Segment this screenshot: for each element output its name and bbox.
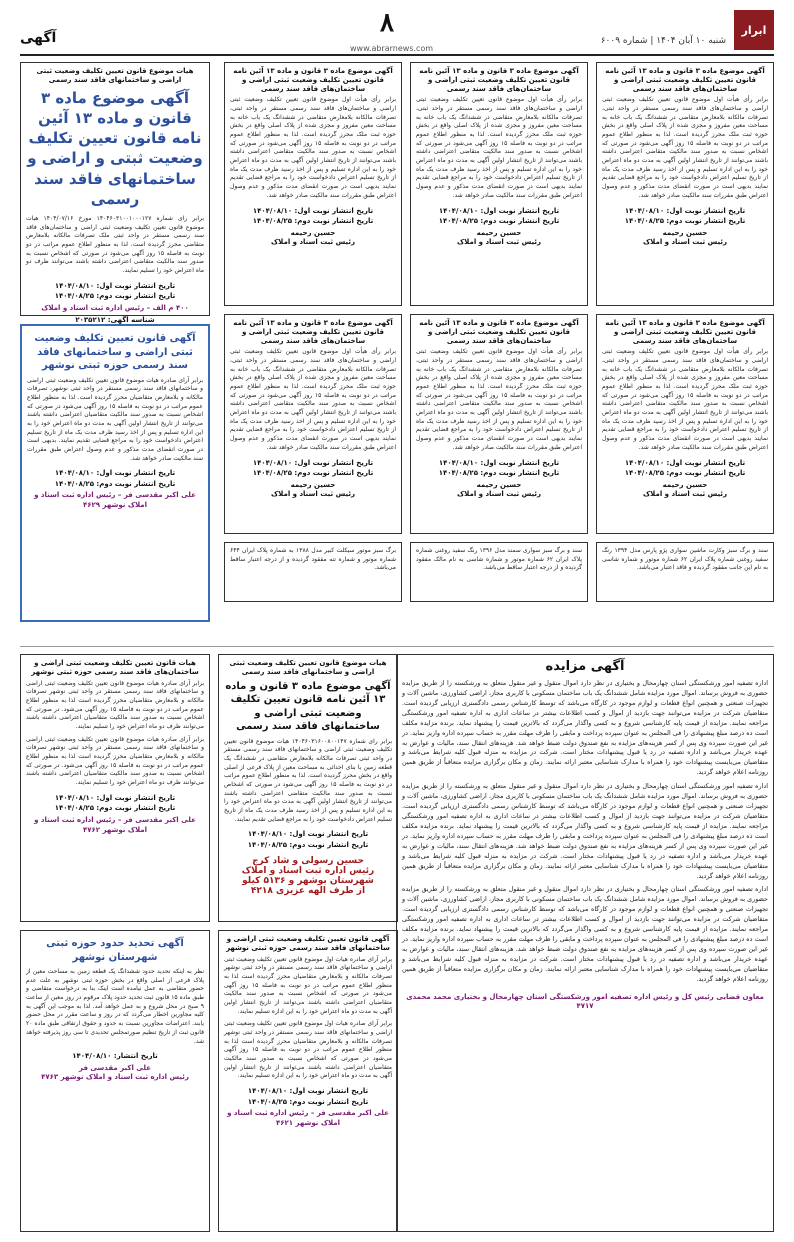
ad-title: آگهی تحدید حدود حوزه ثبتی شهرستان نوشهر	[46, 938, 184, 963]
ad-date-first: تاریخ انتشار نوبت اول: ۱۴۰۴/۰۸/۱۰	[54, 281, 176, 290]
ad-date-first: تاریخ انتشار نوبت اول: ۱۴۰۴/۰۸/۱۰	[624, 458, 746, 467]
ad-body-continued: برابر آرای صادره هیات موضوع قانون تعیین تکلیف وضعیت ثبتی اراضی و ساختمانهای فاقد سند رسمی مستقر در واحد ثبتی نوشهر تصرفات مالکانه و بلامعارض متقاضیان محرز گردیده است لذا به منظور اطلاع عموم مراتب در دو نوبت به فاصله ۱۵ روز آگهی می‌شود. در صورتی که اشخاص نسبت به صدور سند مالکیت متقاضیان اعتراضی داشته باشند می‌توانند ظرف دو ماه اعتراض خود را تسلیم نمایند.	[26, 735, 204, 787]
ad-body: برابر رای شماره ۱۴۰۴۶۰۳۱۰۰۱۰۰۰۱۲۷ مورخ ۱۴۰۴/۰۷/۱۶ هیات موضوع قانون تعیین تکلیف وضعیت ثبتی اراضی و ساختمان‌های فاقد سند رسمی مستقر در واحد ثبتی ملک تصرفات مالکانه بلامعارض متقاضی محرز گردیده است. لذا به منظور اطلاع عموم مراتب در دو نوبت به فاصله ۱۵ روز آگهی می‌شود در صورتی که اشخاص نسبت به صدور سند مالکیت متقاضی اعتراضی داشته باشند می‌توانند ظرف دو ماه اعتراض خود را تسلیم نمایند.	[26, 215, 205, 275]
ad-date-first: تاریخ انتشار نوبت اول: ۱۴۰۴/۰۸/۱۰	[252, 458, 374, 467]
ad-body: برابر رأی هیأت اول موضوع قانون تعیین تکلیف وضعیت ثبتی اراضی و ساختمان‌های فاقد سند رسمی مستقر در واحد ثبتی، تصرفات مالکانه بلامعارض متقاضی در ششدانگ یک باب خانه به مساحت معین مفروز و مجزی شده از پلاک اصلی واقع در بخش حوزه ثبت ملک محرز گردیده است. لذا به منظور اطلاع عموم مراتب در دو نوبت به فاصله ۱۵ روز آگهی می‌شود در صورتی که اشخاص نسبت به صدور سند مالکیت متقاضی اعتراضی داشته باشند می‌توانند از تاریخ انتشار اولین آگهی به مدت دو ماه اعتراض خود را به این اداره تسلیم و پس از اخذ رسید ظرف مدت یک ماه از تاریخ تسلیم اعتراض دادخواست خود را به مراجع قضایی تقدیم نمایند بدیهی است در صورت انقضای مدت مذکور و عدم وصول اعتراض طبق مقررات سند مالکیت صادر خواهد شد.	[602, 96, 768, 199]
ad-signer-title: رئیس ثبت اسناد و املاک	[643, 238, 727, 247]
ad-footer: رئیس اداره ثبت اسناد و املاک نوشهر ۴۷۶۳	[41, 1073, 189, 1082]
ad-body-continued: برابر آرای صادره هیات اول موضوع قانون تعیین تکلیف وضعیت ثبتی اراضی و ساختمانهای فاقد سند رسمی مستقر در واحد ثبتی نوشهر تصرفات مالکانه و بلامعارض متقاضیان محرز گردیده است لذا به منظور اطلاع عموم مراتب در دو نوبت به فاصله ۱۵ روز آگهی می‌شود در صورتی که اشخاص نسبت به صدور سند مالکیت متقاضیان اعتراضی داشته باشند می‌توانند از تاریخ انتشار اولین آگهی به مدت دو ماه اعتراض خود را به این اداره تسلیم نمایند.	[224, 1020, 392, 1080]
boundary-survey-ad	[20, 930, 210, 1232]
ad-heading: هیات قانون تعیین تکلیف وضعیت ثبتی اراضی و ساختمان‌های فاقد سند رسمی حوزه ثبتی نوشهر	[31, 659, 199, 676]
issue-date: شنبه ۱۰ آبان ۱۴۰۴ | شماره ۶۰۰۹	[600, 36, 726, 46]
ad-date: تاریخ انتشار: ۱۴۰۴/۰۸/۱۰	[72, 1052, 158, 1061]
ad-date-second: تاریخ انتشار نوبت دوم: ۱۴۰۴/۰۸/۲۵	[247, 1097, 369, 1106]
ad-code: شناسه آگهی: ۲۰۳۵۲۱۲	[75, 315, 155, 324]
ad-footer: علی اکبر مقدسی فر – رئیس اداره ثبت اسناد و املاک نوشهر ۴۷۶۲	[34, 815, 196, 834]
ad-signer: حسین رحیمه	[662, 480, 708, 489]
nowshahr-registry-ad	[20, 324, 210, 622]
ad-body: سند و برگ سبز وکارت ماشین سواری پژو پارس مدل ۱۳۹۴ رنگ سفید روغنی شماره پلاک ایران ۶۲ شماره موتور و شماره شاسی به نام این جانب مفقود گردیده و فاقد اعتبار می‌باشد.	[602, 547, 768, 572]
ad-date-first: تاریخ انتشار نوبت اول: ۱۴۰۴/۰۸/۱۰	[438, 206, 560, 215]
ad-body: اداره تصفیه امور ورشکستگی استان چهارمحال و بختیاری در نظر دارد اموال منقول و غیر منقول متعلق به ورشکسته را از طریق مزایده حضوری به فروش برساند. اموال مورد مزایده شامل ششدانگ یک باب ساختمان مسکونی با کاربری مجاز، اراضی کشاورزی، ماشین آلات و تجهیزات صنعتی و همچنین انواع قطعات و لوازم موجود در کارگاه می‌باشد که توسط کارشناس رسمی دادگستری ارزیابی گردیده است. متقاضیان شرکت در مزایده می‌توانند جهت بازدید از اموال و کسب اطلاعات بیشتر در ساعات اداری به اداره تصفیه امور ورشکستگی مراجعه نمایند. مزایده از قیمت پایه کارشناسی شروع و به کسی واگذار می‌گردد که بالاترین قیمت را پیشنهاد نماید. برنده مزایده مکلف است ده درصد مبلغ پیشنهادی را فی المجلس به عنوان سپرده پرداخت و مابقی را ظرف مهلت مقرر به حساب سپرده اداره واریز نماید. در غیر این صورت سپرده وی پس از کسر هزینه‌های مزایده به نفع صندوق دولت ضبط خواهد شد. هزینه‌های انتقال سند، مالیات و عوارض به عهده خریدار می‌باشد و اداره تصفیه در رد یا قبول پیشنهادات مختار است. شرکت در مزایده به منزله قبول کلیه شرایط می‌باشد و متقاضیان می‌بایست پیشنهادات خود را همراه با مدارک شناسایی معتبر ارائه نمایند. زمان و مکان برگزاری مزایده متعاقباً از طریق همین روزنامه اعلام خواهد گردید.	[402, 679, 768, 777]
ad-date-first: تاریخ انتشار نوبت اول: ۱۴۰۴/۰۸/۱۰	[54, 793, 176, 802]
ad-signer-title: رئیس ثبت اسناد و املاک	[643, 490, 727, 499]
ad-heading: آگهی موضوع ماده ۳ قانون و ماده ۱۳ آئین نامه قانون تعیین تکلیف وضعیت ثبتی اراضی و ساختمان‌های فاقد سند رسمی	[419, 319, 579, 345]
ad-signer: حسین رسولی و شاد کرج	[252, 856, 364, 867]
ad-date-first: تاریخ انتشار نوبت اول: ۱۴۰۴/۰۸/۱۰	[54, 469, 176, 478]
lost-document-ad-1	[596, 542, 774, 602]
registry-ad-6	[224, 314, 402, 534]
registry-ad-4	[596, 314, 774, 534]
ad-title: آگهی موضوع ماده ۳ قانون و ماده ۱۳ آئین نامه قانون تعیین تکلیف وضعیت ثبتی اراضی و ساختمانهای فاقد سند رسمی	[225, 680, 391, 732]
ad-body-continued: اداره تصفیه امور ورشکستگی استان چهارمحال و بختیاری در نظر دارد اموال منقول و غیر منقول متعلق به ورشکسته را از طریق مزایده حضوری به فروش برساند. اموال مورد مزایده شامل ششدانگ یک باب ساختمان مسکونی با کاربری مجاز، اراضی کشاورزی، ماشین آلات و تجهیزات صنعتی و همچنین انواع قطعات و لوازم موجود در کارگاه می‌باشد که توسط کارشناس رسمی دادگستری ارزیابی گردیده است. متقاضیان شرکت در مزایده می‌توانند جهت بازدید از اموال و کسب اطلاعات بیشتر در ساعات اداری به اداره تصفیه امور ورشکستگی مراجعه نمایند. مزایده از قیمت پایه کارشناسی شروع و به کسی واگذار می‌گردد که بالاترین قیمت را پیشنهاد نماید. برنده مزایده مکلف است ده درصد مبلغ پیشنهادی را فی المجلس به عنوان سپرده پرداخت و مابقی را ظرف مهلت مقرر به حساب سپرده اداره واریز نماید. در غیر این صورت سپرده وی پس از کسر هزینه‌های مزایده به نفع صندوق دولت ضبط خواهد شد. هزینه‌های انتقال سند، مالیات و عوارض به عهده خریدار می‌باشد و اداره تصفیه در رد یا قبول پیشنهادات مختار است. شرکت در مزایده به منزله قبول کلیه شرایط می‌باشد و متقاضیان می‌بایست پیشنهادات خود را همراه با مدارک شناسایی معتبر ارائه نمایند. زمان و مکان برگزاری مزایده متعاقباً از طریق همین روزنامه اعلام خواهد گردید.	[402, 782, 768, 880]
ad-body: برابر رأی هیأت اول موضوع قانون تعیین تکلیف وضعیت ثبتی اراضی و ساختمان‌های فاقد سند رسمی مستقر در واحد ثبتی، تصرفات مالکانه بلامعارض متقاضی در ششدانگ یک باب خانه به مساحت معین مفروز و مجزی شده از پلاک اصلی واقع در بخش حوزه ثبت ملک محرز گردیده است. لذا به منظور اطلاع عموم مراتب در دو نوبت به فاصله ۱۵ روز آگهی می‌شود در صورتی که اشخاص نسبت به صدور سند مالکیت متقاضی اعتراضی داشته باشند می‌توانند از تاریخ انتشار اولین آگهی به مدت دو ماه اعتراض خود را به این اداره تسلیم و پس از اخذ رسید ظرف مدت یک ماه از تاریخ تسلیم اعتراض دادخواست خود را به مراجع قضایی تقدیم نمایند بدیهی است در صورت انقضای مدت مذکور و عدم وصول اعتراض طبق مقررات سند مالکیت صادر خواهد شد.	[230, 96, 396, 199]
page-number: ۸	[380, 8, 394, 38]
ad-signer: حسین رحیمه	[290, 480, 336, 489]
registry-ad-1	[596, 62, 774, 306]
ad-title: آگهی مزایده	[545, 659, 625, 674]
ad-body: نظر به اینکه تحدید حدود ششدانگ یک قطعه زمین به مساحت معین از پلاک فرعی از اصلی واقع در بخش حوزه ثبتی نوشهر به علت عدم حضور متقاضی به عمل نیامده است اینک بنا به درخواست متقاضی و طبق ماده ۱۵ قانون ثبت تحدید حدود پلاک مرقوم در روز معین از ساعت ۹ صبح در محل شروع و به عمل خواهد آمد. لذا به موجب این آگهی به کلیه مجاورین اخطار می‌گردد که در روز و ساعت مقرر در محل حضور یابند. اعتراضات مجاورین نسبت به حدود و حقوق ارتفاقی طبق ماده ۲۰ قانون ثبت از تاریخ تنظیم صورتمجلس تحدیدی تا سی روز پذیرفته خواهد شد.	[26, 968, 205, 1045]
auction-ad	[396, 654, 774, 1232]
left-nowshahr-ad	[20, 654, 210, 922]
ad-signer: حسین رحیمه	[476, 480, 522, 489]
ad-title: آگهی قانون تعیین تکلیف وضعیت ثبتی اراضی و ساختمانهای فاقد سند رسمی حوزه ثبتی نوشهر	[34, 333, 196, 371]
ad-date-second: تاریخ انتشار نوبت دوم: ۱۴۰۴/۰۸/۲۵	[624, 469, 746, 477]
ad-date-second: تاریخ انتشار نوبت دوم: ۱۴۰۴/۰۸/۲۵	[54, 292, 176, 301]
ad-date-second: تاریخ انتشار نوبت دوم: ۱۴۰۴/۰۸/۲۵	[247, 840, 369, 849]
center-registry-ad	[218, 654, 398, 922]
site-url[interactable]: www.abrarnews.com	[350, 44, 434, 53]
ad-heading: آگهی موضوع ماده ۳ قانون و ماده ۱۳ آئین نامه قانون تعیین تکلیف وضعیت ثبتی اراضی و ساختمان‌های فاقد سند رسمی	[233, 67, 393, 93]
ad-date-second: تاریخ انتشار نوبت دوم: ۱۴۰۴/۰۸/۲۵	[54, 479, 176, 488]
ad-signer-title: رئیس ثبت اسناد و املاک	[457, 238, 541, 247]
ad-body: برابر رأی هیأت اول موضوع قانون تعیین تکلیف وضعیت ثبتی اراضی و ساختمان‌های فاقد سند رسمی مستقر در واحد ثبتی، تصرفات مالکانه بلامعارض متقاضی در ششدانگ یک باب خانه به مساحت معین مفروز و مجزی شده از پلاک اصلی واقع در بخش حوزه ثبت ملک محرز گردیده است. لذا به منظور اطلاع عموم مراتب در دو نوبت به فاصله ۱۵ روز آگهی می‌شود در صورتی که اشخاص نسبت به صدور سند مالکیت متقاضی اعتراضی داشته باشند می‌توانند از تاریخ انتشار اولین آگهی به مدت دو ماه اعتراض خود را به این اداره تسلیم و پس از اخذ رسید ظرف مدت یک ماه از تاریخ تسلیم اعتراض دادخواست خود را به مراجع قضایی تقدیم نمایند بدیهی است در صورت انقضای مدت مذکور و عدم وصول اعتراض طبق مقررات سند مالکیت صادر خواهد شد.	[416, 96, 582, 199]
ad-signer-title: رئیس ثبت اسناد و املاک	[271, 238, 355, 247]
ad-heading: هیات موضوع قانون تعیین تکلیف وضعیت ثبتی اراضی و ساختمانهای فاقد سند رسمی	[229, 659, 387, 676]
ad-body: برابر رأی هیأت اول موضوع قانون تعیین تکلیف وضعیت ثبتی اراضی و ساختمان‌های فاقد سند رسمی مستقر در واحد ثبتی، تصرفات مالکانه بلامعارض متقاضی در ششدانگ یک باب خانه به مساحت معین مفروز و مجزی شده از پلاک اصلی واقع در بخش حوزه ثبت ملک محرز گردیده است. لذا به منظور اطلاع عموم مراتب در دو نوبت به فاصله ۱۵ روز آگهی می‌شود در صورتی که اشخاص نسبت به صدور سند مالکیت متقاضی اعتراضی داشته باشند می‌توانند از تاریخ انتشار اولین آگهی به مدت دو ماه اعتراض خود را به این اداره تسلیم و پس از اخذ رسید ظرف مدت یک ماه از تاریخ تسلیم اعتراض دادخواست خود را به مراجع قضایی تقدیم نمایند بدیهی است در صورت انقضای مدت مذکور و عدم وصول اعتراض طبق مقررات سند مالکیت صادر خواهد شد.	[230, 348, 396, 451]
ad-body: برگ سبز موتور سیکلت کبیر مدل ۱۳۸۸ به شماره پلاک ایران ۶۴۴ شماره موتور و شماره تنه مفقود گردیده و از درجه اعتبار ساقط می‌باشد.	[230, 547, 396, 572]
brand-logo: ابرار	[734, 10, 774, 50]
ad-heading: آگهی موضوع ماده ۳ قانون و ماده ۱۳ آئین نامه قانون تعیین تکلیف وضعیت ثبتی اراضی و ساختمان‌های فاقد سند رسمی	[233, 319, 393, 345]
ad-date-first: تاریخ انتشار نوبت اول: ۱۴۰۴/۰۸/۱۰	[247, 830, 369, 839]
ad-body: برابر آرای صادره هیات موضوع قانون تعیین تکلیف وضعیت ثبتی اراضی و ساختمانهای فاقد سند رسمی مستقر در واحد ثبتی نوشهر، تصرفات مالکانه و بلامعارض متقاضیان محرز گردیده است. لذا به منظور اطلاع عموم مراتب در دو نوبت به فاصله ۱۵ روز آگهی می‌شود در صورتی که اشخاص نسبت به صدور سند مالکیت متقاضیان اعتراضی داشته باشند می‌توانند از تاریخ انتشار اولین آگهی به مدت دو ماه اعتراض خود را به این اداره تسلیم و پس از اخذ رسید ظرف مدت یک ماه از تاریخ تسلیم اعتراض دادخواست خود را به مراجع قضایی تقدیم نمایند. بدیهی است در صورت انقضای مدت مذکور و عدم وصول اعتراض طبق مقررات سند مالکیت صادر خواهد شد.	[27, 376, 203, 462]
ad-body: سند و برگ سبز سواری سمند مدل ۱۳۹۶ رنگ سفید روغنی شماره پلاک ایران ۶۲ شماره موتور و شماره شاسی به نام مالک مفقود گردیده و از درجه اعتبار ساقط می‌باشد.	[416, 547, 582, 572]
ad-code: از طرف الهه عزیزی ۴۲۱۸	[250, 886, 366, 897]
ad-date-second: تاریخ انتشار نوبت دوم: ۱۴۰۴/۰۸/۲۵	[438, 469, 560, 477]
ad-date-second: تاریخ انتشار نوبت دوم: ۱۴۰۴/۰۸/۲۵	[252, 217, 374, 225]
ad-footer: ۴۰۰ م الف – رئیس اداره ثبت اسناد و املاک	[41, 303, 189, 312]
ad-date-first: تاریخ انتشار نوبت اول: ۱۴۰۴/۰۸/۱۰	[624, 206, 746, 215]
ad-heading: آگهی موضوع ماده ۳ قانون و ماده ۱۳ آئین نامه قانون تعیین تکلیف وضعیت ثبتی اراضی و ساختمان‌های فاقد سند رسمی	[419, 67, 579, 93]
ad-body: برابر رای شماره ۱۴۰۴۶۰۳۱۶۰۰۸۰۰۱۴۷ هیات موضوع قانون تعیین تکلیف وضعیت ثبتی اراضی و ساختمانهای فاقد سند رسمی مستقر در واحد ثبتی تصرفات مالکانه بلامعارض متقاضی در ششدانگ یک قطعه زمین با بنای احداثی به مساحت معین از پلاک فرعی از اصلی واقع در بخش محرز گردیده است. لذا به منظور اطلاع عموم مراتب در دو نوبت به فاصله ۱۵ روز آگهی می‌شود در صورتی که اشخاص نسبت به صدور سند مالکیت متقاضی اعتراضی داشته باشند می‌توانند از تاریخ انتشار اولین آگهی به مدت دو ماه اعتراض خود را به این اداره تسلیم و پس از اخذ رسید ظرف مدت یک ماه از تاریخ تسلیم اعتراض دادخواست خود را به مراجع قضایی تقدیم نمایند.	[224, 737, 393, 823]
ad-heading: آگهی موضوع ماده ۳ قانون و ماده ۱۳ آئین نامه قانون تعیین تکلیف وضعیت ثبتی اراضی و ساختمان‌های فاقد سند رسمی	[605, 67, 765, 93]
ad-heading: آگهی قانون تعیین تکلیف وضعیت ثبتی اراضی و ساختمانهای فاقد سند رسمی حوزه ثبتی نوشهر	[226, 935, 390, 952]
page-header	[20, 8, 774, 56]
lost-document-ad-2	[410, 542, 588, 602]
ad-heading: آگهی موضوع ماده ۳ قانون و ماده ۱۳ آئین نامه قانون تعیین تکلیف وضعیت ثبتی اراضی و ساختمان‌های فاقد سند رسمی	[605, 319, 765, 345]
ad-footer: علی اکبر مقدسی فر – رئیس اداره ثبت اسناد و املاک نوشهر ۴۶۲۹	[34, 491, 196, 510]
ad-date-first: تاریخ انتشار نوبت اول: ۱۴۰۴/۰۸/۱۰	[252, 206, 374, 215]
ad-body-continued: اداره تصفیه امور ورشکستگی استان چهارمحال و بختیاری در نظر دارد اموال منقول و غیر منقول متعلق به ورشکسته را از طریق مزایده حضوری به فروش برساند. اموال مورد مزایده شامل ششدانگ یک باب ساختمان مسکونی با کاربری مجاز، اراضی کشاورزی، ماشین آلات و تجهیزات صنعتی و همچنین انواع قطعات و لوازم موجود در کارگاه می‌باشد که توسط کارشناس رسمی دادگستری ارزیابی گردیده است. متقاضیان شرکت در مزایده می‌توانند جهت بازدید از اموال و کسب اطلاعات بیشتر در ساعات اداری به اداره تصفیه امور ورشکستگی مراجعه نمایند. مزایده از قیمت پایه کارشناسی شروع و به کسی واگذار می‌گردد که بالاترین قیمت را پیشنهاد نماید. برنده مزایده مکلف است ده درصد مبلغ پیشنهادی را فی المجلس به عنوان سپرده پرداخت و مابقی را ظرف مهلت مقرر به حساب سپرده اداره واریز نماید. در غیر این صورت سپرده وی پس از کسر هزینه‌های مزایده به نفع صندوق دولت ضبط خواهد شد. هزینه‌های انتقال سند، مالیات و عوارض به عهده خریدار می‌باشد و اداره تصفیه در رد یا قبول پیشنهادات مختار است. شرکت در مزایده به منزله قبول کلیه شرایط می‌باشد و متقاضیان می‌بایست پیشنهادات خود را همراه با مدارک شناسایی معتبر ارائه نمایند. زمان و مکان برگزاری مزایده متعاقباً از طریق همین روزنامه اعلام خواهد گردید.	[402, 885, 768, 983]
ad-date-first: تاریخ انتشار نوبت اول: ۱۴۰۴/۰۸/۱۰	[438, 458, 560, 467]
ad-heading: هیات موضوع قانون تعیین تکلیف وضعیت ثبتی اراضی و ساختمانهای فاقد سند رسمی	[36, 67, 194, 84]
featured-registry-ad	[20, 62, 210, 324]
ad-date-first: تاریخ انتشار نوبت اول: ۱۴۰۴/۰۸/۱۰	[247, 1087, 369, 1096]
ad-date-second: تاریخ انتشار نوبت دوم: ۱۴۰۴/۰۸/۲۵	[252, 469, 374, 477]
lost-document-ad-3	[224, 542, 402, 602]
ad-date-second: تاریخ انتشار نوبت دوم: ۱۴۰۴/۰۸/۲۵	[54, 804, 176, 813]
ad-body: برابر رأی هیأت اول موضوع قانون تعیین تکلیف وضعیت ثبتی اراضی و ساختمان‌های فاقد سند رسمی مستقر در واحد ثبتی، تصرفات مالکانه بلامعارض متقاضی در ششدانگ یک باب خانه به مساحت معین مفروز و مجزی شده از پلاک اصلی واقع در بخش حوزه ثبت ملک محرز گردیده است. لذا به منظور اطلاع عموم مراتب در دو نوبت به فاصله ۱۵ روز آگهی می‌شود در صورتی که اشخاص نسبت به صدور سند مالکیت متقاضی اعتراضی داشته باشند می‌توانند از تاریخ انتشار اولین آگهی به مدت دو ماه اعتراض خود را به این اداره تسلیم و پس از اخذ رسید ظرف مدت یک ماه از تاریخ تسلیم اعتراض دادخواست خود را به مراجع قضایی تقدیم نمایند بدیهی است در صورت انقضای مدت مذکور و عدم وصول اعتراض طبق مقررات سند مالکیت صادر خواهد شد.	[602, 348, 768, 451]
ad-signer: حسین رحیمه	[476, 228, 522, 237]
ad-title: آگهی موضوع ماده ۳ قانون و ماده ۱۳ آئین نامه قانون تعیین تکلیف وضعیت ثبتی و اراضی و ساختمانهای فاقد سند رسمی	[27, 88, 203, 208]
ad-footer: معاون قضایی رئیس کل و رئیس اداره تصفیه امور ورشکستگی استان چهارمحال و بختیاری محمد محمدی ۴۷۱۷	[406, 992, 764, 1011]
registry-ad-2	[410, 62, 588, 306]
ad-signer-title: رئیس ثبت اسناد و املاک	[271, 490, 355, 499]
ad-footer: علی اکبر مقدسی فر – رئیس اداره ثبت اسناد و املاک نوشهر ۴۶۲۱	[227, 1109, 389, 1127]
ad-signer: علی اکبر مقدسی فر	[78, 1063, 152, 1072]
section-divider	[20, 646, 774, 647]
ad-signer-title: رئیس اداره ثبت اسناد و املاک شهرستان بوشهر و ۵۱۳۶ کیلو	[241, 866, 375, 887]
ad-signer: حسین رحیمه	[662, 228, 708, 237]
ad-date-second: تاریخ انتشار نوبت دوم: ۱۴۰۴/۰۸/۲۵	[438, 217, 560, 225]
ad-signer: حسین رحیمه	[290, 228, 336, 237]
center-nowshahr-ad	[218, 930, 398, 1232]
ad-date-second: تاریخ انتشار نوبت دوم: ۱۴۰۴/۰۸/۲۵	[624, 217, 746, 225]
ad-body: برابر آرای صادره هیات اول موضوع قانون تعیین تکلیف وضعیت ثبتی اراضی و ساختمانهای فاقد سند رسمی مستقر در واحد ثبتی نوشهر تصرفات مالکانه و بلامعارض متقاضیان محرز گردیده است لذا به منظور اطلاع عموم مراتب در دو نوبت به فاصله ۱۵ روز آگهی می‌شود در صورتی که اشخاص نسبت به صدور سند مالکیت متقاضیان اعتراضی داشته باشند می‌توانند از تاریخ انتشار اولین آگهی به مدت دو ماه اعتراض خود را به این اداره تسلیم نمایند.	[224, 955, 392, 1015]
ad-signer-title: رئیس ثبت اسناد و املاک	[457, 490, 541, 499]
section-title: آگهی	[20, 30, 57, 46]
registry-ad-5	[410, 314, 588, 534]
ad-body: برابر رأی هیأت اول موضوع قانون تعیین تکلیف وضعیت ثبتی اراضی و ساختمان‌های فاقد سند رسمی مستقر در واحد ثبتی، تصرفات مالکانه بلامعارض متقاضی در ششدانگ یک باب خانه به مساحت معین مفروز و مجزی شده از پلاک اصلی واقع در بخش حوزه ثبت ملک محرز گردیده است. لذا به منظور اطلاع عموم مراتب در دو نوبت به فاصله ۱۵ روز آگهی می‌شود در صورتی که اشخاص نسبت به صدور سند مالکیت متقاضی اعتراضی داشته باشند می‌توانند از تاریخ انتشار اولین آگهی به مدت دو ماه اعتراض خود را به این اداره تسلیم و پس از اخذ رسید ظرف مدت یک ماه از تاریخ تسلیم اعتراض دادخواست خود را به مراجع قضایی تقدیم نمایند بدیهی است در صورت انقضای مدت مذکور و عدم وصول اعتراض طبق مقررات سند مالکیت صادر خواهد شد.	[416, 348, 582, 451]
ad-body: برابر آرای صادره هیات موضوع قانون تعیین تکلیف وضعیت ثبتی اراضی و ساختمانهای فاقد سند رسمی مستقر در واحد ثبتی نوشهر تصرفات مالکانه و بلامعارض متقاضیان محرز گردیده است لذا به منظور اطلاع عموم مراتب در دو نوبت به فاصله ۱۵ روز آگهی می‌شود. در صورتی که اشخاص نسبت به صدور سند مالکیت متقاضیان اعتراضی داشته باشند می‌توانند ظرف دو ماه اعتراض خود را تسلیم نمایند.	[26, 679, 204, 730]
registry-ad-3	[224, 62, 402, 306]
